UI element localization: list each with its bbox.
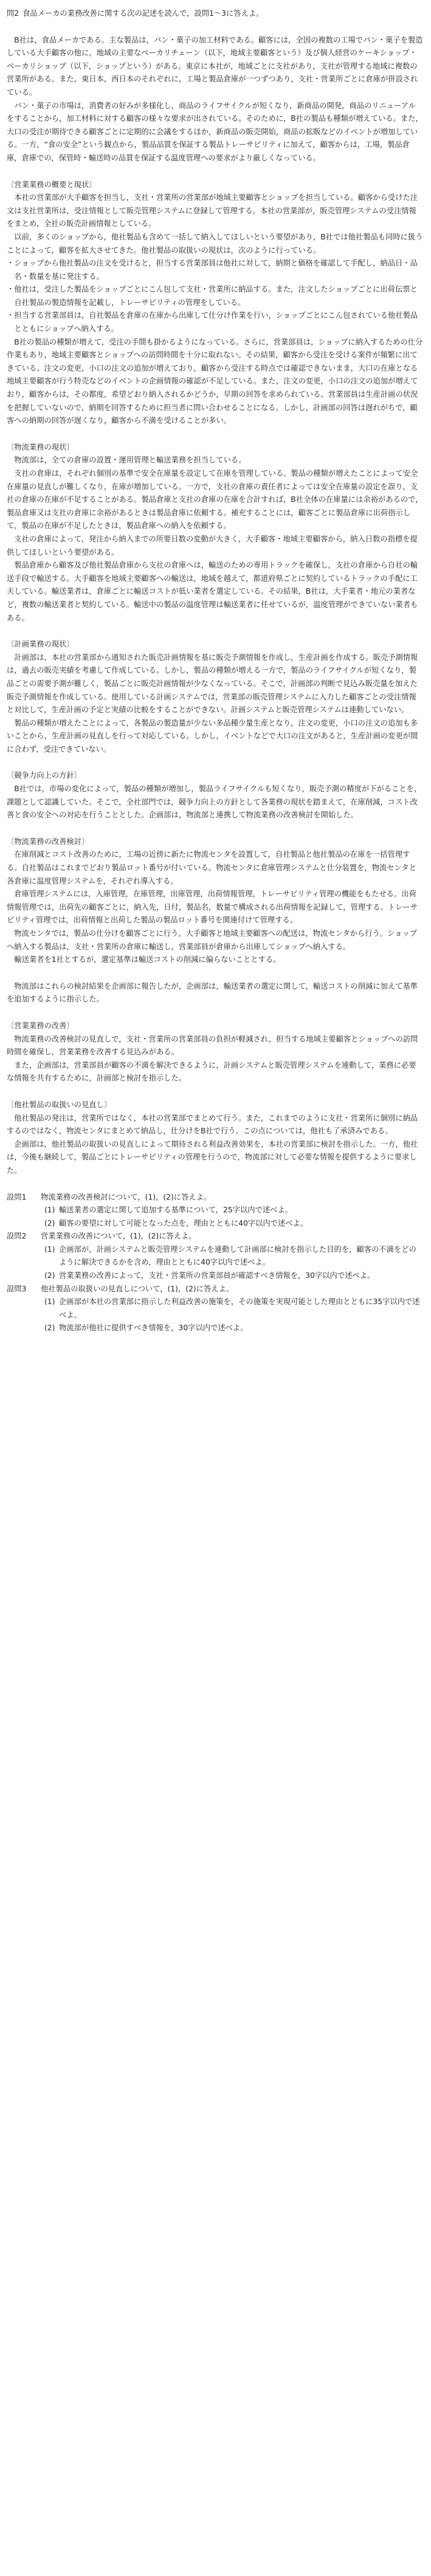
bullet-mark: ・	[7, 311, 15, 320]
section-title: 〔物流業務の現状〕	[7, 442, 74, 452]
section-paragraph: 支社の倉庫によって，発注から納入までの所要日数の変動が大きく，大手顧客・地域主要顧客から，納入日数の指標を提供してほしいという要望がある。	[7, 534, 418, 557]
section-title: 〔競争力向上の方針〕	[7, 771, 81, 780]
sub-question-number: (2)	[44, 1324, 55, 1333]
question-label: 設問1	[7, 1192, 27, 1201]
section-paragraph: 物流部は，全ての倉庫の設置・運用管理と輸送業務を担当している。	[14, 456, 246, 465]
section-title: 〔営業業務の概要と現状〕	[7, 180, 97, 189]
intro-paragraph: パン・菓子の市場は，消費者の好みが多様化し，商品のライフサイクルが短くなり，新商品の開発，商品のリニューアルをすることから，加工材料に対する顧客の様々な要求が出されている。そのために，B社の製品も種類が増えている。また，大口の受注が期待できる顧客ごとに定期的に会議をするほか，新商品の販売開始，商品の拡販などのイベントが増加している。一方，“食の安全”という観点から，製品品質を保証する製品トレーサビリティに加えて，顧客からは，工場，製品倉庫，倉庫での，保管時・輸送時の品質を保証する温度管理への要求がより厳しくなっている。	[7, 101, 423, 162]
sub-question-text: 企画部が本社の営業部に指示した利益改善の施策を，その施策を実現可能とした理由とともに35字以内で述べよ。	[59, 1297, 420, 1319]
sub-question	[41, 1243, 423, 1269]
sub-question-number: (2)	[44, 1271, 55, 1280]
question-list	[7, 1191, 423, 1336]
sub-question-text: 企画部が，計画システムと販売管理システムを連動して計画部に検討を指示した目的を，顧客の不満をどのように解決できるかを含め，理由とともに40字以内で述べよ。	[59, 1245, 416, 1267]
bullet-item	[7, 257, 423, 283]
section-paragraph: 他社製品の発注は，営業所ではなく，本社の営業部でまとめて行う。また，これまでのように支社・営業所に個別に納品するのではなく，物流センタにまとめて納品し，仕分けをB社で行う。この点については，他社も了承済みである。	[7, 1113, 418, 1136]
sub-question-text: 営業業務の改善によって，支社・営業所の営業部員が確認すべき情報を，30字以内で述べよ。	[59, 1271, 375, 1280]
sub-question-number: (1)	[44, 1297, 55, 1307]
section-paragraph: 倉庫管理システムには，入庫管理，在庫管理，出庫管理，出荷情報管理，トレーサビリティ管理の機能をもたせる。出荷情報管理では，出荷先の顧客ごとに，納入先，日付，製品名，数量で構成される出荷情報を記録して，管理する。トレーサビリティ管理では，出荷情報と出荷した製品の製品ロット番号を関連付けて管理する。	[7, 890, 418, 925]
sub-question-number: (1)	[44, 1245, 55, 1254]
section-paragraph: 製品の種類が増えたことによって，各製品の製造量が少ない多品種少量生産となり，注文の変更，小口の注文の追加も多いことから，生産計画の見直しを行って対応している。しかし，イベントなどで大口の注文があると，生産計画の変更が間に合わず，受注できていない。	[7, 718, 418, 754]
section-title: 〔他社製品の取扱いの見直し〕	[7, 1100, 112, 1109]
sub-question-text: 顧客の要望に対して可能となった点を，理由とともに40字以内で述べよ。	[59, 1218, 308, 1228]
bullet-text: ショップから他社製品の注文を受けると，担当する営業部員は他社に対して，納期と価格を確認して手配し，納品日・品名・数量を基に発注する。	[14, 259, 418, 281]
question-label: 設問2	[7, 1232, 27, 1241]
sub-question	[41, 1296, 423, 1322]
other-company-products-section	[7, 1099, 423, 1178]
sub-question	[41, 1217, 423, 1231]
bullet-mark: ・	[7, 259, 15, 268]
section-paragraph: 本社の営業部が大手顧客を担当し，支社・営業所の営業部が地域主要顧客とショップを担当している。顧客から受けた注文は支社営業所は，受注情報として販売管理システムに登録して管理する。本社の営業部が，販売管理システムの受注情報をまとめ，全社の販売計画情報としている。	[7, 193, 418, 228]
question-text: 物流業務の改善検討について，(1)，(2)に答えよ。	[41, 1192, 212, 1201]
question-item	[7, 1191, 423, 1231]
sub-question	[41, 1204, 423, 1217]
sub-question-text: 物流部が他社に提供すべき情報を，30字以内で述べよ。	[59, 1324, 248, 1333]
section-paragraph: 物流センタでは，製品の仕分けを顧客ごとに行う。大手顧客と地域主要顧客への配送は，物流センタから行う。ショップへ納入する製品は，支社・営業所の倉庫に輸送し，営業部員が倉庫から出庫してショップへ納入する。	[7, 929, 418, 951]
logistics-improvement-section	[7, 836, 423, 1006]
section-paragraph: 企画部は，他社製品の取扱いの見直しによって期待される利益改善効果を，本社の営業部に検討を指示した。一方，他社は，今後も継続して，製品ごとにトレーサビリティの管理を行うので，物流部に対して必要な情報を提供するように要求した。	[7, 1139, 418, 1175]
question-label: 設問3	[7, 1284, 27, 1293]
section-paragraph: 製品倉庫から顧客及び他社製品倉庫から支社の倉庫へは，輸送のための専用トラックを確保し，支社の倉庫から自社の輸送手段で輸送する。大手顧客を地域主要顧客への輸送は，地域を越えて，都道府県ごとに契約しているトラックの手配に工夫している。輸送業者は，倉庫ごとに輸送コストが低い業者を選定している。その結果，B社は，大手業者・地元の業者など，複数の輸送業者と契約している。輸送中の製品の温度管理は輸送業者に任せているが，温度管理ができていない業者もある。	[7, 561, 418, 622]
intro-paragraph: B社は，食品メーカである。主な製品は，パン・菓子の加工材料である。顧客には，全国の複数の工場でパン・菓子を製造している大手顧客の他に，地域の主要なベーカリチェーン（以下，地域主要顧客という）及び個人経営のケーキショップ・ベーカリショップ（以下，ショップという）がある。東京に本社が，地域ごとに支社があり，支社が管理する地域に複数の営業所がある。また，東日本，西日本のそれぞれに，工場と製品倉庫が一つずつあり，支社・営業所ごとに倉庫が併設されている。	[7, 35, 423, 97]
question-heading	[7, 7, 423, 21]
sub-question-number: (1)	[44, 1206, 55, 1215]
section-paragraph: 物流業務の改善検討の見直しで，支社・営業所の営業部員の負担が軽減され，担当する地域主要顧客とショップへの訪問時間を確保し，営業業務を改善する見込みがある。	[7, 1034, 418, 1057]
sub-question	[41, 1269, 423, 1283]
sales-overview-section	[7, 179, 423, 428]
bullet-mark: ・	[7, 285, 15, 294]
bullet-text: 担当する営業部員は，自社製品を倉庫の在庫から出庫して仕分け作業を行い，ショップごとにこん包されている他社製品とともにショップへ納入する。	[14, 311, 418, 334]
section-paragraph: 以前，多くのショップから，他社製品も含めて一括して納入してほしいという要望があり，B社では他社製品も同時に扱うことによって，顧客を拡大させてきた。他社製品の取扱いの現状は，次のように行っている。	[7, 232, 423, 255]
section-paragraph: 在庫削減とコスト改善のために，工場の近傍に新たに物流センタを設置して，自社製品と他社製品の在庫を一括管理する。自社製品はこれまでどおり製品ロット番号が付いている。物流センタに倉庫管理システムと仕分装置を，物流センタと各倉庫に温度管理システムを，それぞれ導入する。	[7, 850, 416, 885]
question-number: 問2	[7, 9, 19, 18]
bullet-item	[7, 309, 423, 335]
sub-question	[41, 1322, 423, 1335]
bullet-text: 他社は，受注した製品をショップごとにこん包して支社・営業所に納品する。また，注文したショップごとに出荷伝票と自社製品の製造情報を記載し，トレーサビリティの管理をしている。	[14, 285, 418, 307]
question-item	[7, 1230, 423, 1282]
sub-question-number: (2)	[44, 1218, 55, 1228]
question-text: 他社製品の取扱いの見直しについて，(1)，(2)に答えよ。	[41, 1284, 234, 1293]
section-paragraph: 物流部はこれらの検討結果を企画部に報告したが，企画部は，輸送業者の選定に関して，輸送コストの削減に加えて基準を追加するように指示した。	[7, 981, 418, 1004]
section-paragraph: 輸送業者を1社とするが，選定基準は輸送コストの削減に偏らないこととする。	[14, 955, 281, 964]
sub-question-text: 輸送業者の選定に関して追加する基準について，25字以内で述べよ。	[59, 1206, 293, 1215]
section-paragraph: また，企画部は，営業部員が顧客の不満を解決できるように，計画システムと販売管理システムを連動して，業務に必要な情報を共有するために，計画部と検討を指示した。	[7, 1060, 416, 1083]
section-paragraph: 計画部は，本社の営業部から通知された販売計画情報を基に販売予測情報を作成し，生産計画を作成する。販売予測情報は，過去の販売実績を考慮して作成している。しかし，製品の種類が増える一方で，製品のライフサイクルが短くなり，製品ごとの需要予測が難しく，製品ごとに販売計画情報が少なくなっている。そこで，計画部の判断で見込み販売量を加えた販売予測情報を作成している。使用している計画システムでは，営業部の販売管理システムに入力した顧客ごとの受注情報と対比して，生産計画の予定と実績の比較をすることができない。計画システムと販売管理システムは連動していない。	[7, 653, 418, 715]
sales-improvement-section	[7, 1020, 423, 1085]
question-instruction: 食品メーカの業務改善に関する次の記述を読んで，設問1〜3に答えよ。	[22, 9, 264, 18]
section-title: 〔営業業務の改善〕	[7, 1021, 74, 1030]
competitiveness-section	[7, 769, 423, 822]
bullet-item	[7, 283, 423, 309]
section-title: 〔計画業務の現状〕	[7, 640, 74, 649]
bullet-list	[7, 257, 423, 336]
logistics-status-section	[7, 441, 423, 625]
question-item	[7, 1283, 423, 1335]
section-paragraph: B社では，市場の変化によって，製品の種類が増加し，製品ライフサイクルも短くなり，販売予測の精度が下がることを，課題として認識していた。そこで，全社部門では，競争力向上の方針として各業務の現状を踏まえて，在庫削減，コスト改善と食の安全への対応を行うこととした。企画部は，物流部と連携して物流業務の改善検討を開始した。	[7, 785, 422, 820]
intro-section	[7, 34, 423, 165]
section-title: 〔物流業務の改善検討〕	[7, 837, 89, 846]
question-text: 営業業務の改善について，(1)，(2)に答えよ。	[41, 1232, 196, 1241]
planning-status-section	[7, 638, 423, 756]
section-paragraph: B社の製品の種類が増えて，受注の手間も掛かるようになっている。さらに，営業部員は，ショップに納入するための仕分作業もあり，地域主要顧客とショップへの訪問時間を十分に取れない。その結果，顧客から受注を受ける案件が頻繁に出てきている。注文の変更，小口の注文の追加が増えており，顧客から受注する時点では確認できないまま，大口の在庫となる地域主要顧客が行う特売などのイベントの企画情報の確認が不足している。また，注文の変更，小口の注文の追加が増えており，顧客からは，その都度，希望どおり納入されるかどうか，早期の回答を求められている。営業部員は生産計画の状況を把握していないので，納期を回答するために担当者に問い合わせることになる。しかし，計画部の回答は遅れがちで，顧客への納期の回答が遅くなり，顧客から不満を受けることが多い。	[7, 337, 423, 425]
section-paragraph: 支社の倉庫は，それぞれ個別の基準で安全在庫量を設定して在庫を管理している。製品の種類が増えたことによって安全在庫量の見直しが難しくなり，在庫が増加している。一方で，支社の倉庫の責任者によっては安全在庫量の設定を誤り，支社の倉庫の在庫が不足することがある。製品倉庫と支社の倉庫の在庫を合計すれば，B社全体の在庫量には余裕があるので，製品倉庫又は支社の倉庫に余裕があるときは製品倉庫に依頼する。補充することには，顧客ごとに製品倉庫に出荷指示して，製品の在庫が不足したときは，製品倉庫への納入を依頼する。	[7, 469, 423, 531]
